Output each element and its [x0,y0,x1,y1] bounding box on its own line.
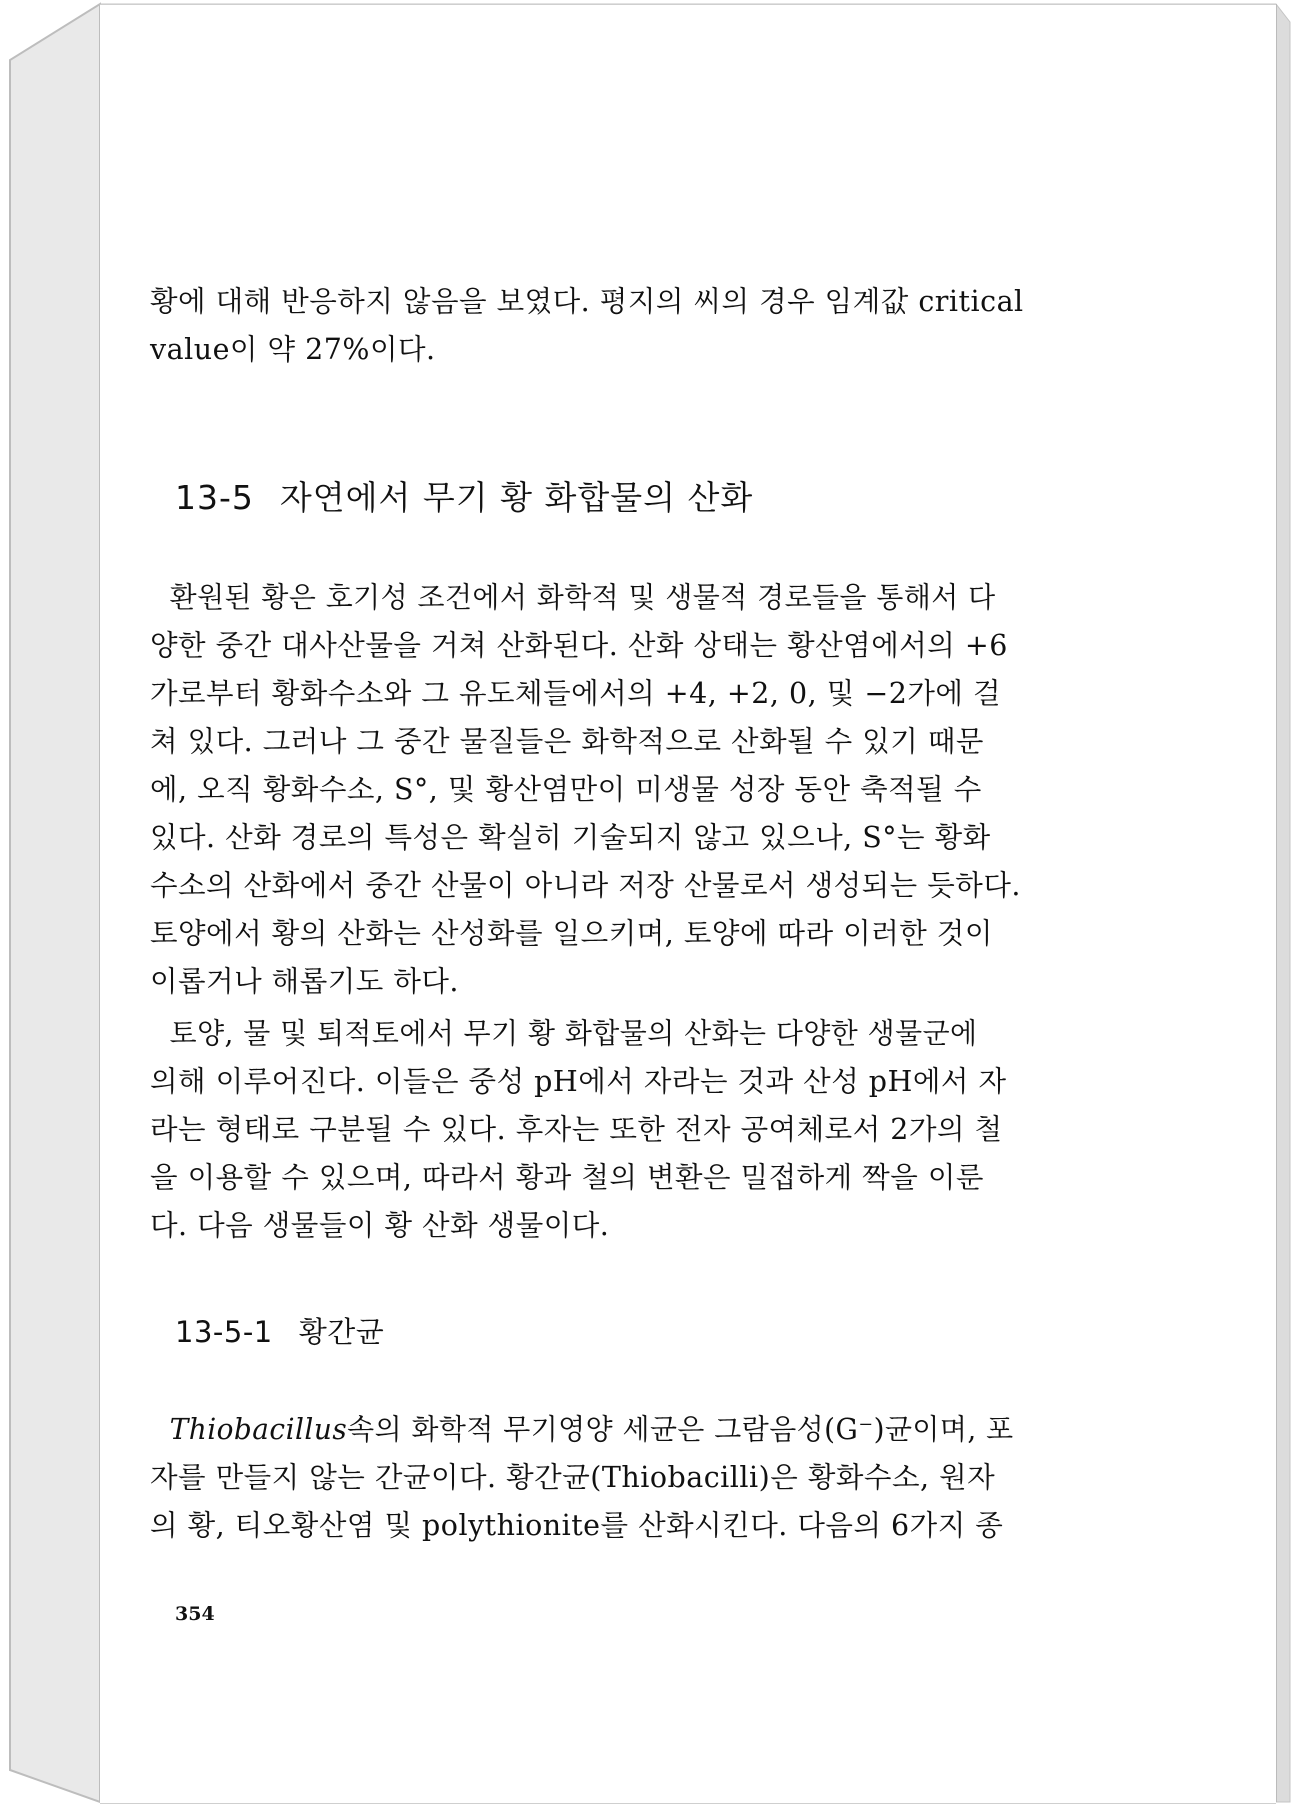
subsection-number: 13-5-1 [175,1315,273,1349]
section-heading [175,472,753,519]
section-title: 자연에서 무기 황 화합물의 산화 [279,478,754,517]
text-line: 쳐 있다. 그러나 그 중간 물질들은 화학적으로 산화될 수 있기 때문 [150,725,984,758]
text-line: 수소의 산화에서 중간 산물이 아니라 저장 산물로서 생성되는 듯하다. [150,869,1021,902]
text-line: 에, 오직 황화수소, S°, 및 황산염만이 미생물 성장 동안 축적될 수 [150,773,982,806]
genus-name: Thiobacillus [169,1413,348,1446]
intro-paragraph [150,278,1150,374]
paragraph-organism-groups [150,1010,1150,1250]
text-line: 이롭거나 해롭기도 하다. [150,965,459,998]
text-run: 속의 화학적 무기영양 세균은 그람음성(G⁻)균이며, 포 [347,1413,1014,1446]
text-line: 환원된 황은 호기성 조건에서 화학적 및 생물적 경로들을 통해서 다 [169,581,996,614]
text-line: 가로부터 황화수소와 그 유도체들에서의 +4, +2, 0, 및 −2가에 걸 [150,677,1002,710]
text-line: 양한 중간 대사산물을 거쳐 산화된다. 산화 상태는 황산염에서의 +6 [150,629,1008,662]
text-line [150,1406,1130,1454]
text-line: 있다. 산화 경로의 특성은 확실히 기술되지 않고 있으나, S°는 황화 [150,821,991,854]
text-line: 자를 만들지 않는 간균이다. 황간균(Thiobacilli)은 황화수소, 원자 [150,1461,996,1494]
text-line: 토양, 물 및 퇴적토에서 무기 황 화합물의 산화는 다양한 생물군에 [169,1017,978,1050]
section-number: 13-5 [175,478,254,517]
text-line: 다. 다음 생물들이 황 산화 생물이다. [150,1209,610,1242]
text-line: value이 약 27%이다. [150,333,436,366]
text-line: 라는 형태로 구분될 수 있다. 후자는 또한 전자 공여체로서 2가의 철 [150,1113,1003,1146]
subsection-heading [175,1310,384,1351]
text-line: 의해 이루어진다. 이들은 중성 pH에서 자라는 것과 산성 pH에서 자 [150,1065,1007,1098]
paragraph-oxidation-pathways [150,574,1150,1006]
text-line: 을 이용할 수 있으며, 따라서 황과 철의 변환은 밀접하게 짝을 이룬 [150,1161,984,1194]
text-line: 황에 대해 반응하지 않음을 보였다. 평지의 씨의 경우 임계값 critical [150,285,1024,318]
page-number: 354 [175,1603,215,1625]
text-line: 토양에서 황의 산화는 산성화를 일으키며, 토양에 따라 이러한 것이 [150,917,993,950]
paragraph-thiobacillus [150,1406,1150,1550]
text-line: 의 황, 티오황산염 및 polythionite를 산화시킨다. 다음의 6가지 종 [150,1509,1004,1542]
subsection-title: 황간균 [298,1315,385,1349]
